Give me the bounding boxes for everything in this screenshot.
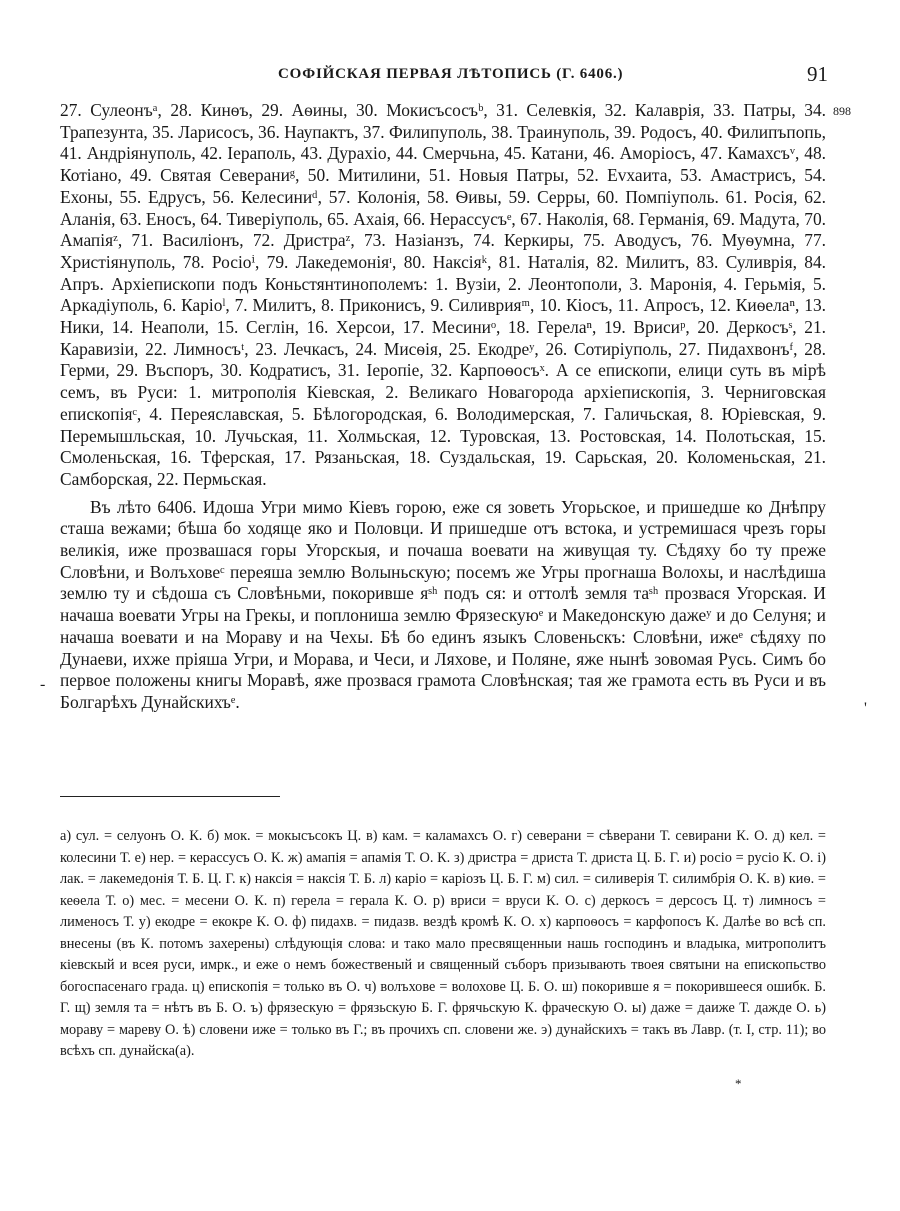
end-mark: * [735,1076,742,1091]
page-title: СОФІЙСКАЯ ПЕРВАЯ ЛѢТОПИСЬ (Г. 6406.) [278,66,624,82]
right-margin-mark: ' [864,700,867,717]
footnotes-text: а) сул. = селуонъ О. К. б) мок. = мокысъсокъ Ц. в) кам. = каламахсъ О. г) северани = сѣверани Т. севирани К. О. д) кел. = колесини Т. е) нер. = керассусъ О. К. ж) амапія = апамія Т. О. К. з) дристра = дриста Т. дриста Ц. Б. Г. и) росіо = русіо К. О. і) лак. = лакемедонія Т. Б. Ц. Г. к) наксія = наксія Т. Б. л) каріо = каріозъ Ц. Б. Г. м) сил. = силиверія Т. силимбрія О. К. в) киѳ. = кеѳела Т. о) мес. = месени О. К. п) герела = герала К. О. р) вриси = вруси К. О. с) деркосъ = дерсосъ Ц. т) лимносъ = лименосъ Т. у) екодре = екокре К. О. ф) пидахв. = пидазв. вездѣ кромѣ К. О. х) карпоѳосъ = карфопосъ К. Далѣе во всѣ сп. внесены (въ К. потомъ захерены) слѣдующія слова: и тако мало пресвященныи нашь господинъ и владыка, митрополитъ кіевскый и всея руси, имрк., и еже о немъ божественый и священный съборъ призывають твоея святыни на епископьство богоспасенаго града. ц) епископія = только въ О. ч) волъхове = волохове Ц. Б. О. ш) покоривше я = покорившееся ошибк. Б. Г. щ) земля та = нѣтъ въ Б. О. ъ) фрязескую = фрязьскую Б. Г. фрячьскую К. фраческую О. ы) даже = даиже Т. дажде О. ь) мораву = мареву О. ѣ) словени иже = только въ Г.; въ прочихъ сп. словени же. э) дунайскихъ = такъ въ Лавр. (т. I, стр. 11); во всѣхъ сп. дунайска(а). [60,828,826,1059]
bishoprics-list-paragraph: 27. Сулеонъᵃ, 28. Кинѳъ, 29. Аѳины, 30. Мокисъсосъᵇ, 31. Селевкія, 32. Калаврія, 33. Патры, 34. Трапезунта, 35. Ларисосъ, 36. Наупактъ, 37. Филипуполь, 38. Траинуполь, 39. Родосъ, 40. Филипъпопь, 41. Андріянуполь, 42. Іераполь, 43. Дурахіо, 44. Смерчьна, 45. Катани, 46. Аморіосъ, 47. Камахсъᵛ, 48. Котіано, 49. Святая Северaниᵍ, 50. Митилини, 51. Новыя Патры, 52. Еvхаита, 53. Амастрисъ, 54. Ехоны, 55. Едрусъ, 56. Келесиниᵈ, 57. Колонія, 58. Ѳивы, 59. Серры, 60. Помпіуполь. 61. Росія, 62. Аланія, 63. Еносъ, 64. Тиверіуполь, 65. Ахаія, 66. Нерассусъᵉ, 67. Наколія, 68. Германія, 69. Мадута, 70. Амапіяᶻ, 71. Василіонъ, 72. Дристраᶻ, 73. Назіанзъ, 74. Керкиры, 75. Аводусъ, 76. Муѳумна, 77. Христіянуполь, 78. Росіоⁱ, 79. Лакедемоніяᶦ, 80. Наксіяᵏ, 81. Наталія, 82. Милитъ, 83. Суливрія, 84. Апръ. Архіепископи подъ Коньстянтинополемъ: 1. Вузіи, 2. Леонтополи, 3. Маронія, 4. Герьмія, 5. Аркадіуполь, 6. Каріоˡ, 7. Милитъ, 8. Приконисъ, 9. Силиврияᵐ, 10. Кіосъ, 11. Апросъ, 12. Киѳелаⁿ, 13. Ники, 14. Неаполи, 15. Сеглін, 16. Херсои, 17. Месиниᵒ, 18. Герелаⁿ, 19. Врисиᵖ, 20. Деркосъˢ, 21. Каравизіи, 22. Лимносъᵗ, 23. Лечкасъ, 24. Мисѳія, 25. Екодреʸ, 26. Сотиріуполь, 27. Пидахвонъᶠ, 28. Герми, 29. Въспоръ, 30. Кодратисъ, 31. Іеропіе, 32. Карпоѳосъˣ. А се епископи, елици суть въ мірѣ семъ, въ Руси: 1. митрополія Кіевская, 2. Великаго Новагорода архіепископія, 3. Черниговская епископіяᶜ, 4. Переяславская, 5. Бѣлогородская, 6. Володимерская, 7. Галичьская, 8. Юріевская, 9. Перемышльская, 10. Лучьская, 11. Холмьская, 12. Туровская, 13. Ростовская, 14. Полотьская, 15. Смоленьская, 16. Тферская, 17. Рязаньская, 18. Суздальская, 19. Сарьская, 20. Коломеньская, 21. Самборская, 22. Пермьская. [60,100,826,489]
main-text [60,100,826,714]
page-number: 91 [807,62,828,86]
footnotes [60,826,826,1063]
running-header [0,62,900,92]
left-margin-mark: - [40,676,46,693]
footnote-separator [60,796,280,797]
margin-year-note: 898 [833,104,851,118]
chronicle-entry-paragraph: Въ лѣто 6406. Идоша Угри мимо Кіевъ горою, еже ся зоветь Угорьское, и пришедше ко Днѣпру сташа вежами; бѣша бо ходяще яко и Половци. И пришедше отъ встока, и устремишася чрезъ горы великія, иже прозвашася горы Угорскыя, и почаша воевати на живущая ту. Сѣдяху бо ту преже Словѣни, и Волъховеᶜ переяша землю Волыньскую; посемъ же Угры прогнаша Волохы, и наслѣдиша землю ту и сѣдоша съ Словѣньми, покоривше яˢʰ подъ ся: и оттолѣ земля таˢʰ прозвася Угорская. И начаша воевати Угры на Грекы, и поплониша землю Фрязескуюᵉ и Македонскую дажеʸ и до Селуня; и начаша воевати и на Мораву и на Чехы. Бѣ бо единъ языкъ Словеньскъ: Словѣни, ижеᵉ сѣдяху по Дунаеви, ихже пріяша Угри, и Морава, и Чеси, и Ляхове, и Поляне, яже нынѣ зовомая Русь. Симъ бо первое положены книгы Моравѣ, яже прозвася грамота Словѣнская; тая же грамота есть въ Руси и въ Болгарѣхъ Дунайскихъᵉ. [60,496,826,712]
